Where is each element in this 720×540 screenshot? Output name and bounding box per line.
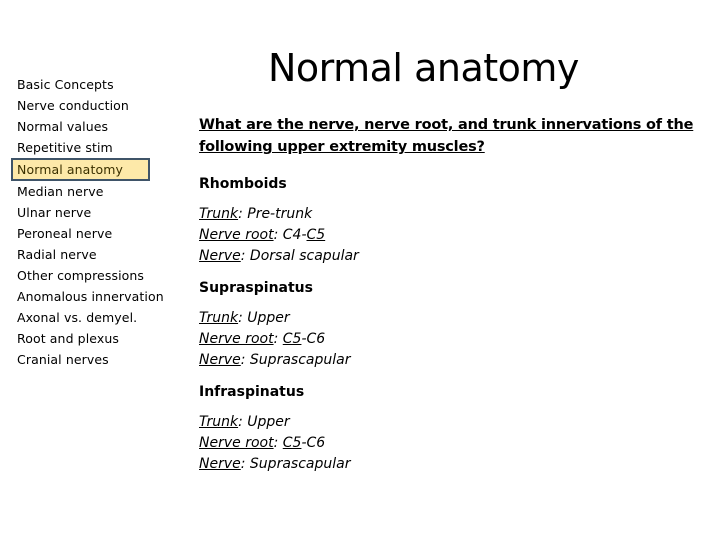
nerve-label: Nerve xyxy=(199,248,241,264)
trunk-value: Pre-trunk xyxy=(247,206,313,222)
root-end: C5 xyxy=(306,227,326,243)
sidebar-item-cranial-nerves[interactable]: Cranial nerves xyxy=(17,352,109,367)
question-heading: What are the nerve, nerve root, and trunk innervations of the following upper extremity muscles? xyxy=(199,117,694,155)
sidebar-item-other-compressions[interactable]: Other compressions xyxy=(17,268,145,283)
sidebar-item-normal-values[interactable]: Normal values xyxy=(17,119,109,134)
nerve-line: Nerve: Dorsal scapular xyxy=(199,248,359,264)
root-end: C6 xyxy=(306,331,326,347)
sidebar-item-anomalous-innervation[interactable]: Anomalous innervation xyxy=(17,289,164,304)
sidebar-item-basic-concepts[interactable]: Basic Concepts xyxy=(17,77,114,92)
muscle-name: Rhomboids xyxy=(199,176,287,192)
nerve-label: Nerve xyxy=(199,456,241,472)
trunk-value: Upper xyxy=(247,414,290,430)
sidebar-item-axonal-vs-demyel[interactable]: Axonal vs. demyel. xyxy=(17,310,138,325)
root-start: C5 xyxy=(282,331,302,347)
trunk-line: Trunk: Upper xyxy=(199,414,290,430)
nerve-line: Nerve: Suprascapular xyxy=(199,456,351,472)
muscle-supraspinatus xyxy=(199,278,699,371)
root-end: C6 xyxy=(306,435,326,451)
slide-title: Normal anatomy xyxy=(268,46,579,90)
nerve-root-label: Nerve root xyxy=(199,331,274,347)
nerve-root-line: Nerve root: C4-C5 xyxy=(199,227,326,243)
trunk-label: Trunk xyxy=(199,206,239,222)
trunk-label: Trunk xyxy=(199,414,239,430)
trunk-line: Trunk: Upper xyxy=(199,310,290,326)
sidebar-item-median-nerve[interactable]: Median nerve xyxy=(17,184,104,199)
sidebar-item-root-and-plexus[interactable]: Root and plexus xyxy=(17,331,119,346)
muscle-name: Supraspinatus xyxy=(199,280,313,296)
nerve-value: Dorsal scapular xyxy=(249,248,359,264)
muscle-name: Infraspinatus xyxy=(199,384,305,400)
trunk-value: Upper xyxy=(247,310,290,326)
sidebar-item-repetitive-stim[interactable]: Repetitive stim xyxy=(17,140,113,155)
sidebar-item-ulnar-nerve[interactable]: Ulnar nerve xyxy=(17,205,92,220)
sidebar-item-radial-nerve[interactable]: Radial nerve xyxy=(17,247,97,262)
muscle-infraspinatus xyxy=(199,382,699,475)
sidebar-item-nerve-conduction[interactable]: Nerve conduction xyxy=(17,98,129,113)
sidebar-item-peroneal-nerve[interactable]: Peroneal nerve xyxy=(17,226,113,241)
nerve-root-line: Nerve root: C5-C6 xyxy=(199,435,326,451)
nerve-value: Suprascapular xyxy=(249,456,351,472)
nerve-value: Suprascapular xyxy=(249,352,351,368)
sidebar-item-normal-anatomy[interactable]: Normal anatomy xyxy=(11,158,150,181)
root-start: C5 xyxy=(282,435,302,451)
nerve-line: Nerve: Suprascapular xyxy=(199,352,351,368)
root-start: C4 xyxy=(282,227,302,243)
trunk-label: Trunk xyxy=(199,310,239,326)
nerve-root-label: Nerve root xyxy=(199,227,274,243)
muscle-rhomboids xyxy=(199,174,699,267)
nerve-root-label: Nerve root xyxy=(199,435,274,451)
nerve-root-line: Nerve root: C5-C6 xyxy=(199,331,326,347)
trunk-line: Trunk: Pre-trunk xyxy=(199,206,313,222)
sidebar-nav xyxy=(13,74,183,370)
nerve-label: Nerve xyxy=(199,352,241,368)
slide-content xyxy=(199,114,699,486)
